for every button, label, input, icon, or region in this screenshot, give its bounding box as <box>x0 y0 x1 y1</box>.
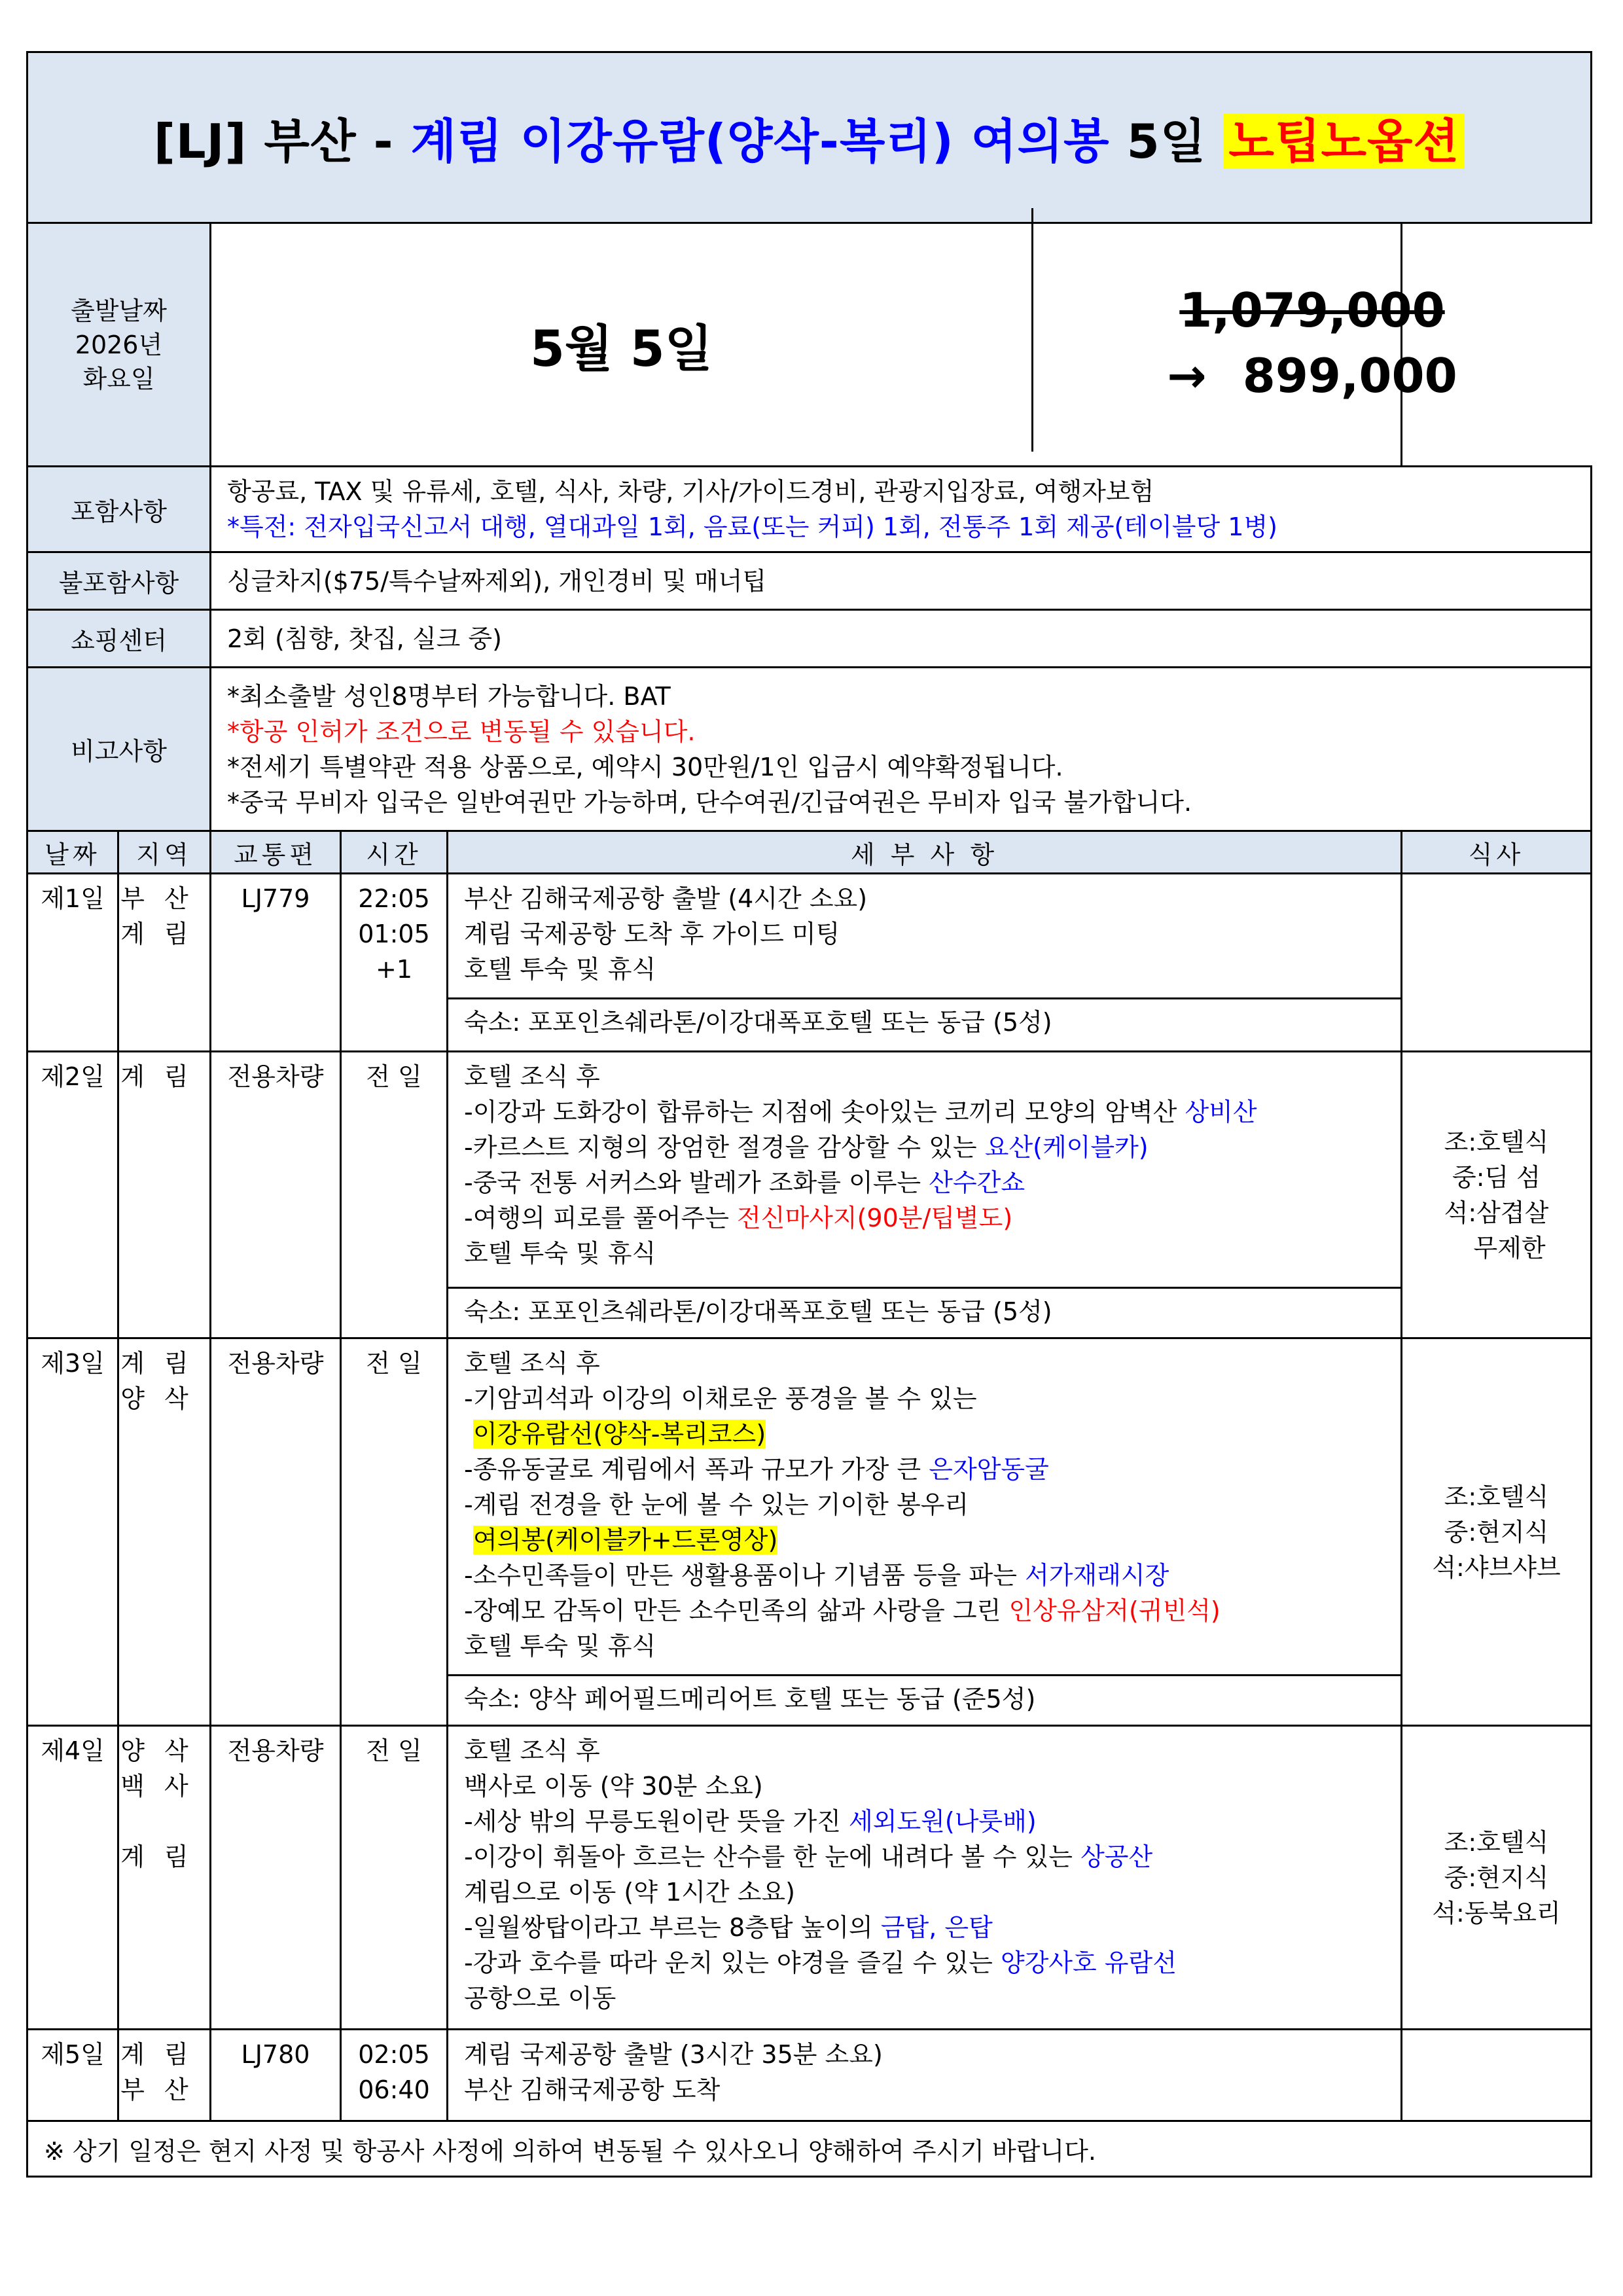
attraction-name: 상공산 <box>1080 1842 1153 1871</box>
detail-line <box>464 1839 1385 1874</box>
footer-note: ※ 상기 일정은 현지 사정 및 항공사 사정에 의하여 변동될 수 있사오니 양해하여 주시기 바랍니다. <box>27 2121 1592 2177</box>
region-name: 계림 <box>120 1349 208 1378</box>
region-name: 양삭 <box>120 1384 208 1413</box>
day-details <box>448 874 1402 1052</box>
meal-lunch: 중:현지식 <box>1444 1863 1549 1892</box>
header-transport: 교통편 <box>211 831 341 874</box>
included-label: 포함사항 <box>27 467 211 552</box>
attraction-name: 서가재래시장 <box>1025 1561 1169 1590</box>
attraction-name: 금탑, 은탑 <box>880 1913 993 1942</box>
header-time: 시간 <box>341 831 448 874</box>
attraction-name: 은자암동굴 <box>929 1455 1049 1484</box>
detail-line: 호텔 조식 후 <box>464 1349 600 1378</box>
attraction-name: 인상유삼저(귀빈석) <box>1008 1596 1221 1625</box>
detail-line: -계림 전경을 한 눈에 볼 수 있는 기이한 봉우리 <box>464 1490 969 1519</box>
attraction-name: 이강유람선(양삭-복리코스) <box>473 1420 766 1448</box>
region-name: 양삭 <box>120 1736 208 1765</box>
time-value: 06:40 <box>358 2075 430 2104</box>
departure-year: 2026년 <box>75 330 163 359</box>
detail-text: -이강과 도화강이 합류하는 지점에 솟아있는 코끼리 모양의 암벽산 <box>464 1098 1185 1126</box>
day-details <box>448 2030 1402 2121</box>
detail-text: -장예모 감독이 만든 소수민족의 삶과 사랑을 그린 <box>464 1596 1009 1625</box>
excluded-label: 불포함사항 <box>27 552 211 610</box>
title-days: 5일 <box>1109 114 1224 169</box>
region-name: 계림 <box>120 1842 208 1871</box>
departure-label-line: 출발날짜 <box>71 296 167 325</box>
departure-label <box>27 223 211 467</box>
attraction-name: 세외도원(나룻배) <box>849 1807 1037 1836</box>
day-meals <box>1402 1338 1592 1726</box>
itinerary-sheet <box>26 51 1590 2178</box>
day-row-3 <box>27 1338 1592 1726</box>
transport: 전용차량 <box>211 1338 341 1726</box>
day-meals <box>1402 2030 1592 2121</box>
day-row-4 <box>27 1726 1592 2030</box>
original-price: 1,079,000 <box>1179 283 1445 338</box>
shopping-label: 쇼핑센터 <box>27 610 211 668</box>
attraction-name: 전신마사지(90분/팁별도) <box>737 1204 1013 1232</box>
detail-line <box>464 1416 1385 1452</box>
detail-line: 호텔 조식 후 <box>464 1736 600 1765</box>
detail-text: -종유동굴로 계림에서 폭과 규모가 가장 큰 <box>464 1455 929 1484</box>
included-benefits: *특전: 전자입국신고서 대행, 열대과일 1회, 음료(또는 커피) 1회, 전통주 1회 제공(테이블당 1병) <box>227 512 1277 541</box>
included-info <box>211 467 1592 552</box>
page-title <box>27 52 1592 223</box>
meal-dinner: 석:샤브샤브 <box>1432 1552 1561 1582</box>
detail-line <box>464 1804 1385 1839</box>
detail-line <box>464 1200 1385 1236</box>
meal-lunch: 중:딤 섬 <box>1452 1162 1541 1192</box>
attraction-name: 산수간쇼 <box>929 1168 1026 1197</box>
remarks-label: 비고사항 <box>27 668 211 831</box>
meal-dinner: 석:동북요리 <box>1432 1898 1561 1928</box>
day-region <box>118 2030 211 2121</box>
remarks-info <box>211 668 1592 831</box>
detail-text: -중국 전통 서커스와 발레가 조화를 이루는 <box>464 1168 929 1197</box>
shopping-info: 2회 (침향, 찻집, 실크 중) <box>211 610 1592 668</box>
day-times: 전 일 <box>341 1052 448 1338</box>
meal-lunch: 중:현지식 <box>1444 1517 1549 1547</box>
day-meals <box>1402 1052 1592 1338</box>
region-name: 부산 <box>120 884 208 913</box>
detail-line: -기암괴석과 이강의 이채로운 풍경을 볼 수 있는 <box>464 1384 977 1413</box>
remarks-line-3: *전세기 특별약관 적용 상품으로, 예약시 30만원/1인 입금시 예약확정됩니다. <box>227 752 1063 781</box>
day-meals <box>1402 874 1592 1052</box>
day-region <box>118 1726 211 2030</box>
remarks-line-4: *중국 무비자 입국은 일반여권만 가능하며, 단수여권/긴급여권은 무비자 입국 불가합니다. <box>227 787 1192 817</box>
day-row-2 <box>27 1052 1592 1338</box>
included-line-1: 항공료, TAX 및 유류세, 호텔, 식사, 차량, 기사/가이드경비, 관광지입장료, 여행자보험 <box>227 477 1154 506</box>
day-times <box>341 2030 448 2121</box>
region-name: 백사 <box>120 1772 208 1801</box>
detail-line: 호텔 투숙 및 휴식 <box>464 1239 656 1268</box>
detail-line <box>464 1130 1385 1165</box>
detail-line <box>464 1945 1385 1981</box>
region-name: 계림 <box>120 2040 208 2069</box>
time-value: +1 <box>375 955 413 984</box>
detail-text: -일월쌍탑이라고 부르는 8층탑 높이의 <box>464 1913 881 1942</box>
detail-line <box>464 1593 1385 1628</box>
day-label: 제3일 <box>27 1338 118 1726</box>
header-day: 날짜 <box>27 831 118 874</box>
accommodation: 숙소: 양삭 페어필드메리어트 호텔 또는 동급 (준5성) <box>448 1674 1400 1722</box>
detail-line <box>464 1522 1385 1558</box>
detail-line: 계림 국제공항 도착 후 가이드 미팅 <box>464 920 840 948</box>
excluded-info: 싱글차지($75/특수날짜제외), 개인경비 및 매너팁 <box>211 552 1592 610</box>
day-label: 제1일 <box>27 874 118 1052</box>
time-value: 02:05 <box>358 2040 430 2069</box>
detail-text: -세상 밖의 무릉도원이란 뜻을 가진 <box>464 1807 849 1836</box>
departure-weekday: 화요일 <box>82 364 155 393</box>
meal-dinner-note: 무제한 <box>1473 1233 1546 1263</box>
attraction-name: 요산(케이블카) <box>984 1133 1149 1162</box>
attraction-name: 양강사호 유람선 <box>1000 1948 1177 1977</box>
header-details: 세 부 사 항 <box>448 831 1402 874</box>
day-details <box>448 1338 1402 1726</box>
day-region <box>118 1338 211 1726</box>
no-tip-badge: 노팁노옵션 <box>1223 114 1465 169</box>
day-label: 제4일 <box>27 1726 118 2030</box>
detail-line <box>464 1910 1385 1945</box>
accommodation: 숙소: 포포인츠쉐라톤/이강대폭포호텔 또는 동급 (5성) <box>448 1287 1400 1335</box>
detail-line: 호텔 투숙 및 휴식 <box>464 955 656 984</box>
header-region: 지역 <box>118 831 211 874</box>
detail-text: -이강이 휘돌아 흐르는 산수를 한 눈에 내려다 볼 수 있는 <box>464 1842 1081 1871</box>
day-details <box>448 1726 1402 2030</box>
header-meals: 식사 <box>1402 831 1592 874</box>
day-meals <box>1402 1726 1592 2030</box>
detail-line: 호텔 조식 후 <box>464 1062 600 1091</box>
arrow-icon: → <box>1167 348 1207 403</box>
day-label: 제2일 <box>27 1052 118 1338</box>
price-block <box>1034 221 1590 465</box>
detail-line: 계림 국제공항 출발 (3시간 35분 소요) <box>464 2040 883 2069</box>
region-name: 계림 <box>120 1062 208 1091</box>
time-value: 01:05 <box>358 920 430 948</box>
date-value: 5월 5일 <box>529 319 713 378</box>
title-route: 계림 이강유람(양삭-복리) 여의봉 <box>410 114 1110 169</box>
time-value: 22:05 <box>358 884 430 913</box>
detail-line: 백사로 이동 (약 30분 소요) <box>464 1772 763 1801</box>
flight-number: LJ779 <box>211 874 341 1052</box>
day-details <box>448 1052 1402 1338</box>
flight-number: LJ780 <box>211 2030 341 2121</box>
attraction-name: 상비산 <box>1185 1098 1257 1126</box>
detail-text: -여행의 피로를 풀어주는 <box>464 1204 738 1232</box>
accommodation: 숙소: 포포인츠쉐라톤/이강대폭포호텔 또는 동급 (5성) <box>448 997 1400 1045</box>
day-label: 제5일 <box>27 2030 118 2121</box>
day-times <box>341 874 448 1052</box>
meal-dinner: 석:삼겹살 <box>1444 1198 1549 1227</box>
day-row-5 <box>27 2030 1592 2121</box>
detail-line <box>464 1165 1385 1200</box>
day-row-1 <box>27 874 1592 1052</box>
detail-line: 계림으로 이동 (약 1시간 소요) <box>464 1878 795 1907</box>
detail-line: 부산 김해국제공항 도착 <box>464 2075 721 2104</box>
region-name: 계림 <box>120 920 208 948</box>
detail-line: 부산 김해국제공항 출발 (4시간 소요) <box>464 884 868 913</box>
meal-breakfast: 조:호텔식 <box>1444 1482 1549 1511</box>
meal-breakfast: 조:호텔식 <box>1444 1127 1549 1157</box>
detail-text: -카르스트 지형의 장엄한 절경을 감상할 수 있는 <box>464 1133 985 1162</box>
sale-price-line <box>1167 343 1457 408</box>
detail-line <box>464 1094 1385 1130</box>
detail-text: -소수민족들이 만든 생활용품이나 기념품 등을 파는 <box>464 1561 1026 1590</box>
detail-line <box>464 1558 1385 1593</box>
remarks-line-2: *항공 인허가 조건으로 변동될 수 있습니다. <box>227 717 696 746</box>
attraction-name: 여의봉(케이블카+드론영상) <box>473 1526 778 1554</box>
detail-line: 공항으로 이동 <box>464 1984 616 2013</box>
title-prefix: [LJ] 부산 - <box>153 114 411 169</box>
transport: 전용차량 <box>211 1726 341 2030</box>
meal-breakfast: 조:호텔식 <box>1444 1827 1549 1857</box>
detail-line: 호텔 투숙 및 휴식 <box>464 1632 656 1660</box>
remarks-line-1: *최소출발 성인8명부터 가능합니다. BAT <box>227 681 671 711</box>
detail-line <box>464 1452 1385 1487</box>
transport: 전용차량 <box>211 1052 341 1338</box>
day-times: 전 일 <box>341 1338 448 1726</box>
region-name: 부산 <box>120 2075 208 2104</box>
detail-text: -강과 호수를 따라 운치 있는 야경을 즐길 수 있는 <box>464 1948 1001 1977</box>
day-region <box>118 1052 211 1338</box>
day-times: 전 일 <box>341 1726 448 2030</box>
day-region <box>118 874 211 1052</box>
sale-price: 899,000 <box>1242 348 1457 403</box>
